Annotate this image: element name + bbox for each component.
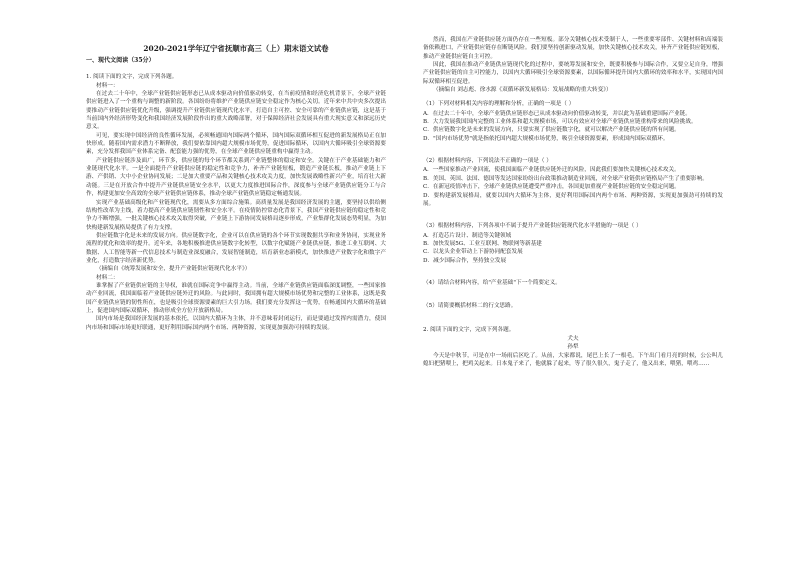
material-2-paragraph: 国内市场是我国经济发展的基本依托，以国内大循环为主体，并不意味着封闭运行，而是要通过发挥内需潜力，使国内市场和国际市场更好联通，更好利用国际国内两个市场、两种资源，实现更加强劲可持续的发展。 xyxy=(86,316,386,331)
material-2-paragraph: 然而，我国在产业链供应链方面仍存在一些短板。部分关键核心技术受制于人，一些重要零部件、关键材料和高端装备依赖进口，产业链供应链存在断链风险。我们要坚持创新驱动发展，加快关键核心技术攻关，补齐产业链供应链短板，推动产业链供应链自主可控。 xyxy=(423,37,723,60)
option-b: B．大力发展我国国内完整的工业体系和超大规模市场，可以有效应对全球产业链供应链重构带来的风险挑战。 xyxy=(423,119,697,126)
material-1-source: （摘编自《统筹发展和安全，提升产业链供应链现代化水平》） xyxy=(96,266,251,273)
material-2-source: （摘编自 刘志彪、徐水源《双循环新发展格局：发展战略的重大转变》） xyxy=(433,87,612,94)
question-1-1: （1）下列对材料相关内容的理解和分析，正确的一项是（ ） xyxy=(423,101,575,108)
question-1-intro: 1. 阅读下面的文字，完成下列各题。 xyxy=(86,74,178,81)
material-1-paragraph: 供应链数字化是未来的发展方向。供应链数字化，企业可以在供应链的各个环节实现数据共享和业务协同，实现业务流程的优化和效率的提升。近年来，各地积极推进供应链数字化转型，以数字化赋能产业链供应链，推进工业互联网、大数据、人工智能等新一代信息技术与制造业深度融合，发展智能制造，培育新业态新模式，加快推进产业数字化和数字产业化，打造数字经济新优势。 xyxy=(86,232,386,264)
option-a: A．一些国家推动产业回流，使我国面临产业链供应链外迁的风险，因此我们要加快关键核心技术攻关。 xyxy=(423,167,680,174)
material-1-paragraph: 在过去二十年中，全球产业链供应链形态已从成本驱动向价值驱动转变，在当前疫情和经济危机背景下，全球产业链供应链进入了一个重构与调整的新阶段。各国纷纷将维护产业链供应链安全稳定作为核心关切。近年来中共中央多次提出要推动产业链供应链优化升级，强调提升产业链供应链现代化水平，打造自主可控、安全可靠的产业链供应链，这是基于当前国内外经济形势变化和我国经济发展阶段作出的重大战略部署，对于保障经济社会发展具有重大现实意义和深远历史意义。 xyxy=(86,91,386,131)
material-2-label: 材料二： xyxy=(96,274,119,281)
answer-space xyxy=(423,143,723,151)
question-2-intro: 2. 阅读下面的文字，完成下列各题。 xyxy=(423,326,515,333)
material-1-paragraph: 实现产业基础高级化和产业链现代化，需要从多方面综合施策。高质量发展是我国经济发展的主题，要坚持以供给侧结构性改革为主线，着力提高产业链供应链韧性和安全水平。在疫情防控常态化背景下，我国产业链供应链的稳定性和竞争力不断增强，一批关键核心技术攻关取得突破，产业链上下游协同发展格局逐步形成，产业集群化发展态势明显，为加快构建新发展格局提供了有力支撑。 xyxy=(86,199,386,231)
question-1-3: （3）根据材料内容，下列各项中不属于提升产业链供应链现代化水平措施的一项是（ ） xyxy=(423,223,642,230)
right-column xyxy=(423,36,723,541)
option-d: D．要构建新发展格局，就要以国内大循环为主体，更好利用国际国内两个市场、两种资源，实现更加强劲可持续的发展。 xyxy=(423,192,723,207)
question-1-4: （4）请结合材料内容，给"产业基础"下一个简要定义。 xyxy=(423,279,561,286)
question-1-2: （2）根据材料内容，下列说法不正确的一项是（ ） xyxy=(423,158,552,165)
material-1-paragraph: 产业链供应链涉及面广，环节多，供应链的每个环节都关系到产业链整体的稳定和安全。关键在于产业基础能力和产业链现代化水平。一是全面提升产业链供应链的稳定性和竞争力，补齐产业链短板，锻造产业链长板，推动产业链上下游、产供销、大中小企业协同发展；二是加大重要产品和关键核心技术攻关力度，加快发展战略性新兴产业，培育壮大新动能。三是在开放合作中提升产业链供应链安全水平，以更大力度推进国际合作，深度参与全球产业链供应链分工与合作，构建更加安全高效的全球产业链供应链体系，推动全球产业链供应链稳定畅通发展。 xyxy=(86,157,386,198)
answer-space xyxy=(423,208,723,216)
left-column xyxy=(86,36,386,541)
material-1-paragraph: 可见，要实现中国经济的良性循环发展，必须畅通国内国际两个循环，国内国际双循环相互促进的新发展格局正在加快形成。随着国内需求潜力不断释放，我们要依靠国内超大规模市场优势，促进国际循环，以国内大循环吸引全球资源要素，充分发挥我国产业体系完备、配套能力强的优势，在全球产业链供应链重构中赢得主动。 xyxy=(86,132,386,156)
option-b: B．美国、英国、法国、德国等发达国家纷纷出台政策推动制造业回流，对全球产业链供应链格局产生了重要影响。 xyxy=(423,175,708,182)
question-1-5: （5）请简要概括材料二的行文思路。 xyxy=(423,303,517,310)
option-a: A．打造芯片设计、制造等关键领域 xyxy=(423,232,512,239)
material-1-label: 材料一： xyxy=(96,82,119,89)
option-c: C．在新冠疫情冲击下，全球产业链供应链遭受严重冲击，各国更加重视产业链供应链的安全稳定问题。 xyxy=(423,184,680,191)
option-b: B．加快发展5G、工业互联网、物联网等新基建 xyxy=(423,240,542,247)
option-d: D．减少国际合作，坚持独立发展 xyxy=(423,257,507,264)
material-2-paragraph: 谁掌握了产业链供应链的主导权，谁就在国际竞争中赢得主动。当前，全球产业链供应链面临深度调整，一些国家推动产业回流，我国面临着产业链供应链外迁的风险。与此同时，我国拥有超大规模市场优势和完整的工业体系，这既是我国产业链供应链的韧性所在，也是吸引全球资源要素的巨大引力场。我们要充分发挥这一优势，在畅通国内大循环的基础上，促进国内国际双循环，推动形成全方位开放新格局。 xyxy=(86,282,386,314)
exam-title: 2020-2021学年辽宁省抚顺市高三（上）期末语文试卷 xyxy=(143,44,329,53)
answer-space xyxy=(423,288,723,296)
section-heading: 一、现代文阅读（35分） xyxy=(86,57,155,64)
story-paragraph: 今天是中秋节，可是在中一场雨后区吃了。从前，大家都说，尾巴上长了一根毛，下午出门看月亮的时候，公公叫儿媳妇把猪喂上，把鸡关起来。日本鬼子来了，他就躲了起来，等了很久很久，鬼子走了，他又出来，喂猪，喂鸡…… xyxy=(423,352,723,367)
option-a: A．在过去二十年中，全球产业链供应链形态已从成本驱动向价值驱动转变，并以此为基础重建国际产业链。 xyxy=(423,110,691,117)
answer-space xyxy=(423,265,723,273)
story-author: 孙犁 xyxy=(567,344,579,351)
material-2-paragraph: 因此，我国在推动产业链供应链现代化的过程中，要统筹发展和安全，既要积极参与国际合作，又要立足自身，增强产业链供应链的自主可控能力，以国内大循环吸引全球资源要素，以国际循环提升国内大循环的效率和水平，实现国内国际双循环相互促进。 xyxy=(423,62,723,85)
story-title: 犬夫 xyxy=(567,335,579,342)
option-c: C．供应链数字化是未来的发展方向，只要实现了供应链数字化，就可以解决产业链供应链的所有问题。 xyxy=(423,127,680,134)
option-d: D．"国内市场优势"就是指依托国内超大规模市场优势，吸引全球资源要素，形成国内国际双循环。 xyxy=(423,135,669,142)
answer-space xyxy=(423,312,723,320)
option-c: C．以龙头企业带动上下游协同配套发展 xyxy=(423,249,523,256)
